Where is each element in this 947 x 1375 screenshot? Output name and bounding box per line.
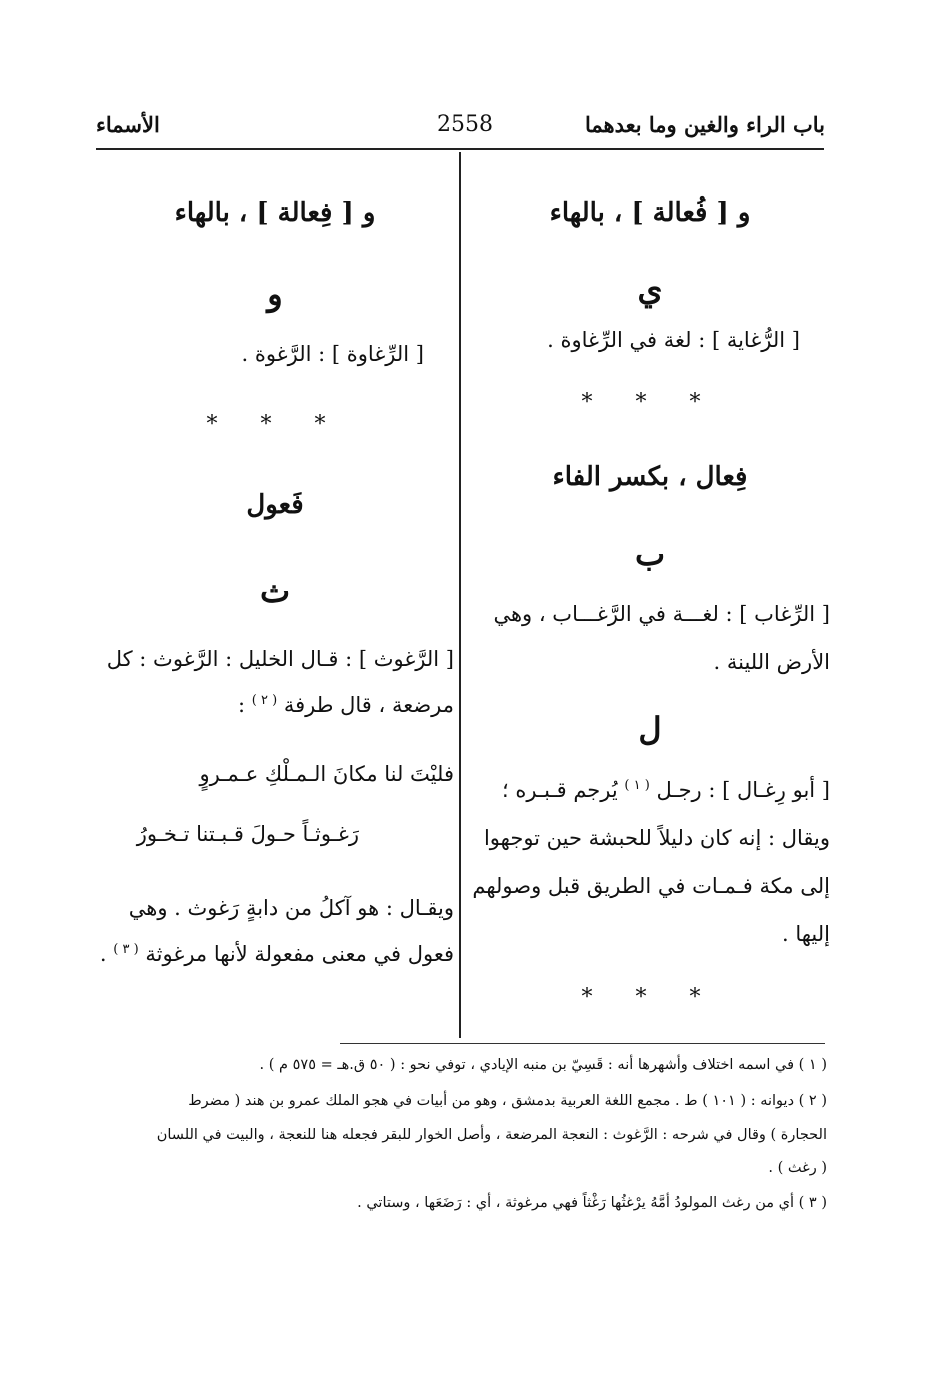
entry-fragment: يُرجم قـبـره ؛ (502, 778, 618, 802)
entry-fragment: مرضعة ، قال طرفة (283, 693, 454, 717)
section-heading: فَعول (246, 490, 304, 520)
verse-line: رَغـوثـاً حـولَ قـبـتنا تـخـورُ (136, 822, 359, 846)
footnote-2-continued: ( رغث ) . (768, 1160, 827, 1176)
root-letter: و (267, 275, 283, 313)
entry-text: إلى مكة فـمـات في الطريق قبل وصولهم (472, 874, 830, 898)
entry-fragment: [ أبو رِغـال ] : رجـل (656, 778, 830, 802)
footnote-3: ( ٣ ) أي من رغث المولودُ أمَّهُ يرْغثُها رَغْثاً فهي مرغوثة ، أي : رَضَعَها ، وستاتي . (357, 1195, 827, 1211)
entry-text: الأرض اللينة . (713, 650, 830, 674)
entry-text: [ الرَّغوث ] : قـال الخليل : الرَّغوث : كل (106, 647, 454, 671)
root-letter: ب (634, 535, 666, 573)
footnote-2-continued: الحجارة ) وقال في شرحه : الرَّغوث : النعجة المرضعة ، وأصل الخوار للبقر فجعله هنا للنعجة ، والبيت في اللسان (156, 1127, 827, 1143)
entry-text: ويقـال : هو آكلُ من دابةٍ رَغوث . وهي (128, 896, 454, 920)
root-letter: ث (259, 572, 291, 610)
entry-text: إليها . (782, 922, 830, 946)
root-letter: ي (637, 270, 663, 308)
footnote-2: ( ٢ ) ديوانه : ( ١٠١ ) ط . مجمع اللغة العربية بدمشق ، وهو من أبيات في هجو الملك عمرو بن هند ( مضرط (188, 1093, 827, 1109)
footnote-rule (340, 1043, 825, 1044)
footnote-marker: ( ٣ ) (113, 942, 139, 957)
column-divider (459, 152, 461, 1038)
section-heading: و [ فِعالة ] ، بالهاء (174, 198, 376, 228)
entry-fragment: . (99, 942, 107, 966)
entry-text (96, 942, 454, 966)
root-letter: ل (638, 710, 662, 748)
entry-text (470, 778, 830, 802)
section-separator: * * * (206, 412, 344, 437)
entry-text: [ الرِّغاوة ] : الرَّغوة . (241, 342, 424, 366)
entry-text: ويقال : إنه كان دليلاً للحبشة حين توجهوا (483, 826, 830, 850)
entry-text (96, 693, 454, 717)
verse-line: فليْتَ لنا مكانَ الـمـلْكِ عـمـروٍ (199, 762, 454, 786)
footnote-marker: ( ١ ) (624, 778, 650, 793)
entry-fragment: فعول في معنى مفعولة لأنها مرغوثة (145, 942, 454, 966)
section-separator: * * * (581, 390, 719, 415)
running-head-chapter: باب الراء والغين وما بعدهما (584, 112, 825, 137)
section-heading: و [ فُعالة ] ، بالهاء (549, 198, 751, 228)
footnote-marker: ( ٢ ) (251, 693, 278, 708)
section-heading: فِعال ، بكسر الفاء (552, 462, 748, 492)
page-number: 2558 (437, 112, 493, 137)
entry-text: [ الرِّغاب ] : لغـــة في الرَّغـــاب ، وهي (493, 602, 830, 626)
section-separator: * * * (581, 985, 719, 1010)
footnote-1: ( ١ ) في اسمه اختلاف وأشهرها أنه : قَسِيّ بن منبه الإيادي ، توفي نحو : ( ٥٠ ق.هـ = ٥٧٥ م ) . (259, 1057, 827, 1073)
entry-text: [ الرُّغاية ] : لغة في الرِّغاوة . (547, 328, 800, 352)
entry-fragment: : (237, 693, 246, 717)
left-column (96, 150, 454, 1030)
right-column (470, 150, 830, 1030)
running-head-section: الأسماء (96, 112, 160, 137)
